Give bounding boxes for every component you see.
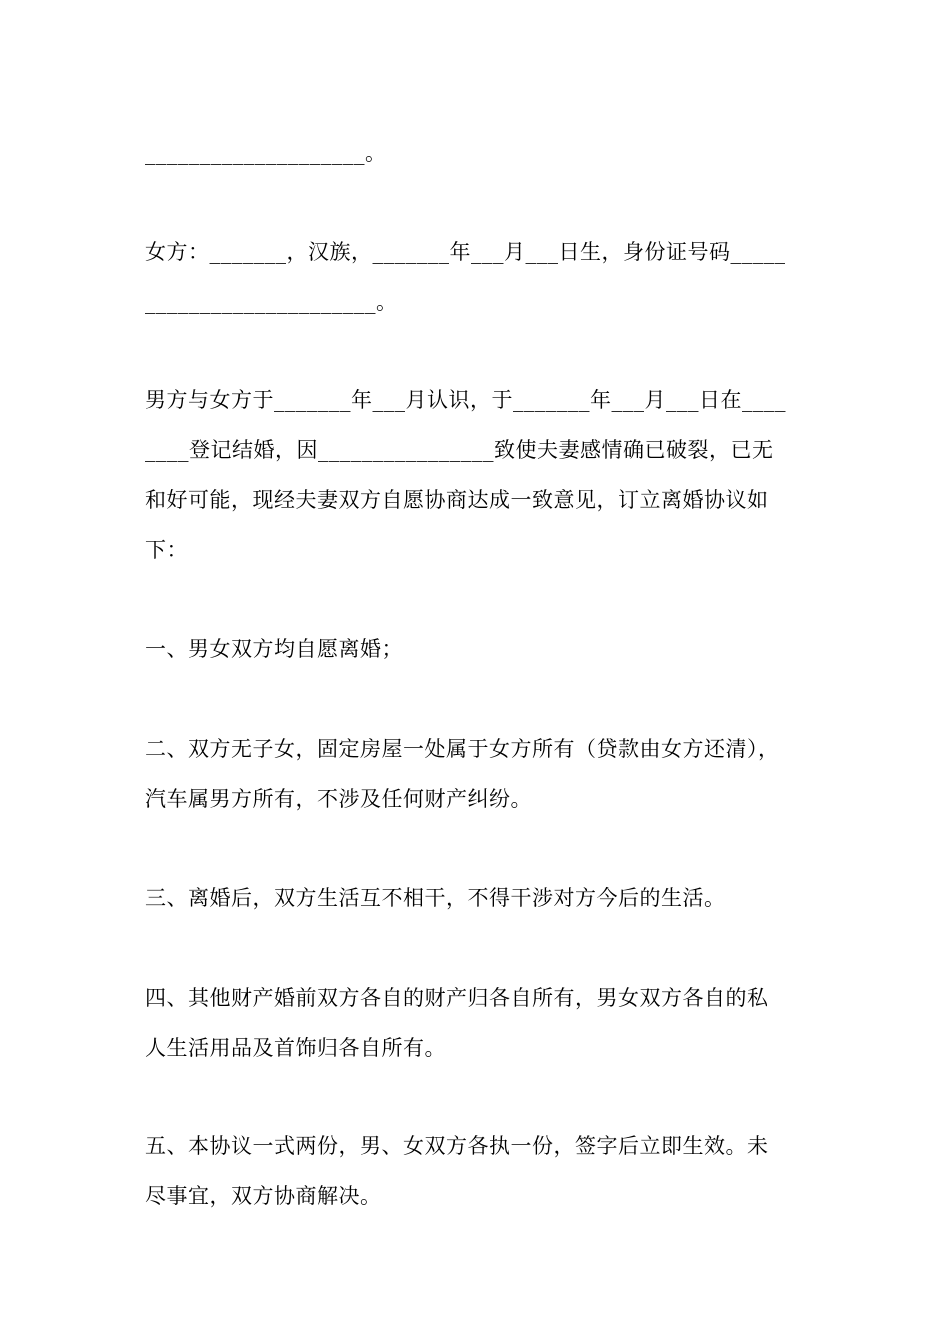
clause-5-line-1: 五、本协议一式两份，男、女双方各执一份，签字后立即生效。未 [145,1134,769,1158]
clause-4-line-1: 四、其他财产婚前双方各自的财产归各自所有，男女双方各自的私 [145,986,769,1010]
clause-4-line-2: 人生活用品及首饰归各自所有。 [145,1036,446,1060]
clause-5-line-2: 尽事宜，双方协商解决。 [145,1184,382,1208]
clause-2-line-2: 汽车属男方所有，不涉及任何财产纠纷。 [145,787,532,811]
female-party-line-2: _____________________。 [145,290,398,314]
marriage-info-line-1: 男方与女方于_______年___月认识，于_______年___月___日在____ [145,388,786,412]
female-party-line-1: 女方：_______，汉族，_______年___月___日生，身份证号码_____ [145,240,786,264]
marriage-info-line-3: 和好可能，现经夫妻双方自愿协商达成一致意见，订立离婚协议如 [145,488,769,512]
marriage-info-line-2: ____登记结婚，因________________致使夫妻感情确已破裂，已无 [145,438,774,462]
marriage-info-line-4: 下： [145,538,188,562]
clause-2-line-1: 二、双方无子女，固定房屋一处属于女方所有（贷款由女方还清）， [145,737,780,761]
clause-1: 一、男女双方均自愿离婚； [145,637,403,661]
clause-3: 三、离婚后，双方生活互不相干，不得干涉对方今后的生活。 [145,886,726,910]
blank-line-continued: ____________________。 [145,141,387,165]
